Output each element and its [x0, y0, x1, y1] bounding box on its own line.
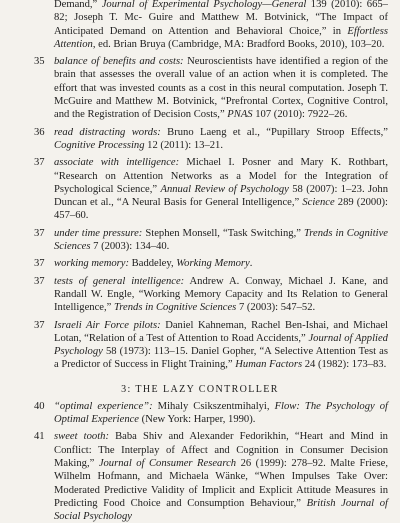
- note-lead: under time pressure:: [54, 227, 143, 239]
- notes-list: [0, 55, 400, 372]
- note-text: Daniel Kahneman, Rachel Ben-Ishai, and Michael Lotan, “Relation of a Test of Attention to Road Accidents,”: [54, 319, 388, 344]
- continued-line-1: Demand,” Journal of Experimental Psychology—General 139 (2010): 665–82; Joseph T. Mc-: [54, 0, 388, 24]
- chapter-heading: 3: THE LAZY CONTROLLER: [121, 383, 279, 395]
- note-lead: associate with intelligence:: [54, 157, 180, 169]
- page-number: 37: [34, 258, 45, 270]
- note-source-title: Trends in Cognitive Sciences: [54, 227, 388, 253]
- note-text: Mihaly Csikszentmihalyi,: [152, 400, 275, 412]
- note-entry: [0, 319, 400, 372]
- chapter-notes-list: [0, 400, 400, 523]
- note-tail: 58 (1973): 113–15. Daniel Gopher, “A Selective Attention Test as a Predictor of Success in Flight Training,”: [54, 346, 388, 371]
- continued-line-4: Books, 2010), 103–20.: [287, 38, 385, 50]
- note-source-title: Human Factors: [235, 359, 303, 371]
- note-source-title: Journal of Consumer Research: [98, 457, 237, 469]
- note-tail: 7 (2003): 134–40.: [90, 241, 170, 253]
- note-source-title: Flow: The Psychology of Optimal Experience: [54, 400, 388, 426]
- note-tail: (New York: Harper, 1990).: [139, 414, 256, 426]
- note-entry: [0, 430, 400, 523]
- note-text: Andrew A. Conway, Michael J. Kane, and Randall W. Engle, “Working Memory Capacity and Its Relation to General Intelligence,”: [54, 275, 388, 314]
- continued-line-2: Guire and Matthew M. Botvinick, “The Impact of Anticipated Demand on Attention and: [54, 12, 388, 37]
- note-source-title: PNAS: [227, 109, 253, 121]
- note-lead: working memory:: [54, 258, 130, 270]
- note-source-title: British Journal of Social Psychology: [54, 497, 389, 523]
- note-text: Neuroscientists have identified a region of the brain that assesses the overall value of an action when it is completed. The effort that was invested counts as a cost in this neural computation. Joseph T. McGuire and Matthew M. Botvinick, “Prefrontal Cortex, Cognitive Control, and the Registration of Decision Costs,”: [54, 56, 388, 121]
- page-number: 37: [34, 157, 45, 169]
- note-text: Stephen Monsell, “Task Switching,”: [142, 227, 304, 239]
- note-text: Baddeley,: [129, 258, 177, 270]
- page-number: 37: [34, 275, 45, 287]
- continued-line-3: Behavioral Choice,” in Effortless Attention, ed. Brian Bruya (Cambridge, MA: Bradford: [54, 25, 388, 50]
- note-lead: read distracting words:: [54, 126, 161, 138]
- note-lead: tests of general intelligence:: [54, 275, 185, 287]
- note-tail: 24 (1982): 173–83.: [302, 359, 387, 371]
- note-entry: [0, 227, 400, 254]
- page-number: 36: [34, 126, 45, 138]
- note-entry: [0, 400, 400, 427]
- continued-note: [0, 0, 400, 51]
- note-source-title: Science: [302, 197, 335, 209]
- note-source-title: Annual Review of Psychology: [160, 183, 289, 195]
- note-entry: [0, 156, 400, 222]
- note-source-title: Working Memory: [176, 258, 250, 270]
- note-tail: 12 (2011): 13–21.: [144, 139, 223, 151]
- note-source-title: Trends in Cognitive Sciences: [114, 302, 237, 314]
- note-source-title: Journal of Applied Psychology: [54, 332, 388, 358]
- note-text: Michael I. Posner and Mary K. Rothbart, “Research on Attention Networks as a Model for the Integration of Psychological Science,”: [54, 157, 388, 195]
- note-text: Baba Shiv and Alexander Fedorikhin, “Heart and Mind in Conflict: The Interplay of Affect and Cognition in Consumer Decision Making,”: [54, 431, 388, 469]
- note-lead: “optimal experience”:: [54, 400, 153, 412]
- note-lead: balance of benefits and costs:: [54, 56, 184, 68]
- note-tail: .: [249, 258, 253, 270]
- page-number: 41: [34, 431, 45, 443]
- note-entry: [0, 55, 400, 121]
- note-entry: [0, 126, 400, 153]
- page-number: 37: [34, 319, 45, 331]
- page-number: 35: [34, 56, 45, 68]
- note-source-title: Cognitive Processing: [54, 139, 145, 151]
- note-entry: [0, 257, 400, 270]
- note-lead: Israeli Air Force pilots:: [54, 319, 161, 331]
- note-tail: 289 (2000): 457–60.: [54, 197, 388, 222]
- page-number: 40: [34, 400, 45, 412]
- page-number: 37: [34, 227, 45, 239]
- note-entry: [0, 275, 400, 315]
- note-lead: sweet tooth:: [54, 431, 109, 443]
- note-tail: 26 (1999): 278–92. Malte Friese, Wilhelm Hofmann, and Michaela Wänke, “When Impulses Take Over: Moderated Predictive Validity of Implicit and Explicit Attitude Measures in Predicting Food Choice and Consumption Behaviour,”: [54, 457, 389, 509]
- note-tail: 7 (2003): 547–52.: [236, 302, 316, 314]
- note-tail: 107 (2010): 7922–26.: [252, 109, 348, 121]
- note-tail: 58 (2007): 1–23. John Duncan et al., “A Neural Basis for General Intelligence,”: [54, 183, 388, 209]
- note-text: Bruno Laeng et al., “Pupillary Stroop Effects,”: [160, 126, 388, 138]
